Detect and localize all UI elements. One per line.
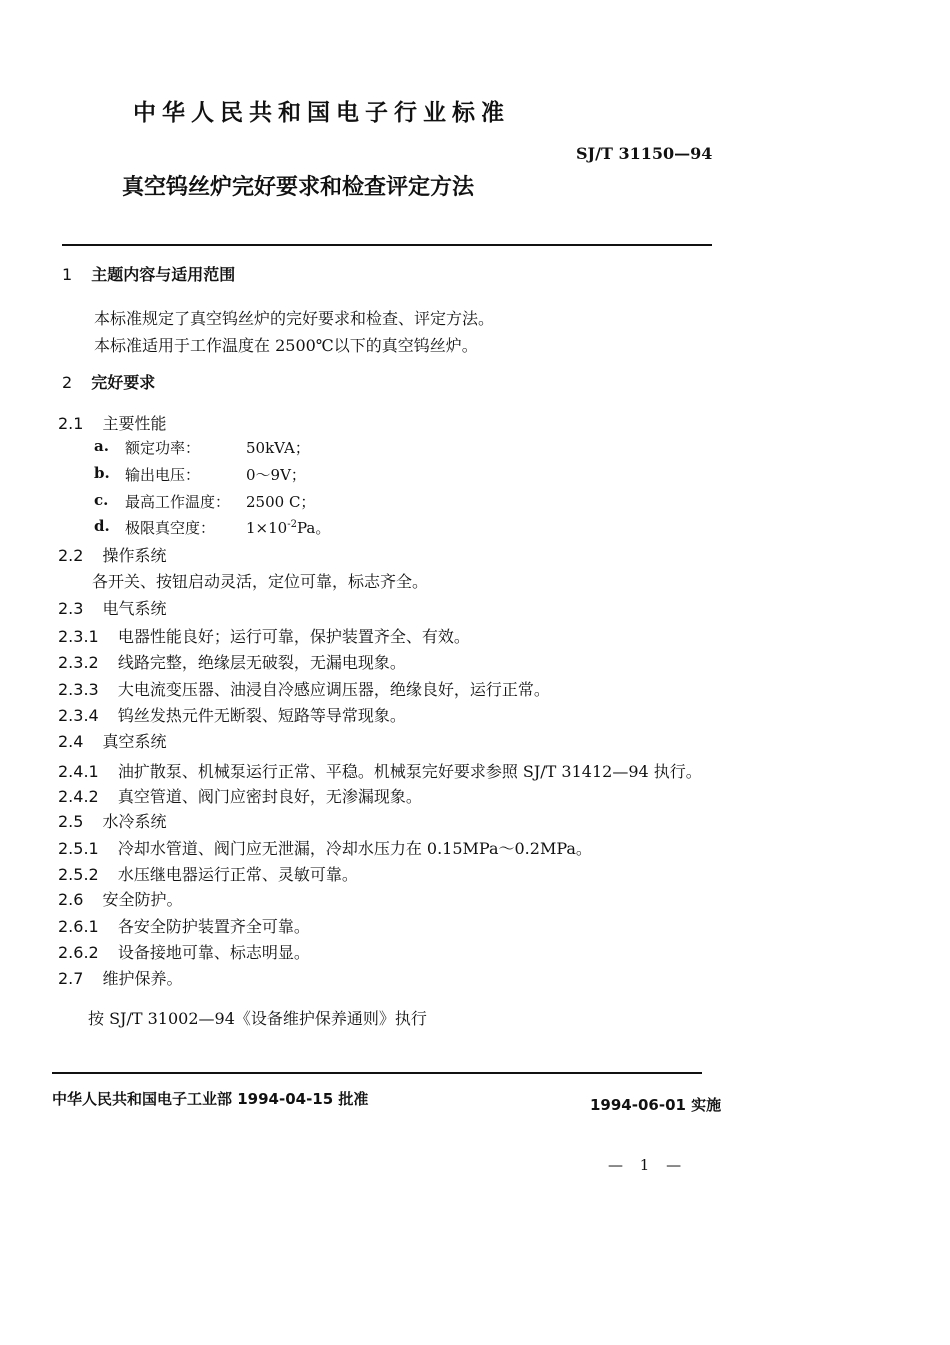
section-1-heading: [62, 262, 235, 285]
clause-2-6-1: [58, 914, 310, 937]
approval-line: 中华人民共和国电子工业部 1994-04-15 批准: [52, 1090, 369, 1108]
footer-rule: [52, 1072, 702, 1074]
clause-text: 钨丝发热元件无断裂、短路等导常现象。: [117, 706, 406, 725]
clause-2-3-4: [58, 703, 406, 726]
item-name: 额定功率：: [125, 439, 201, 457]
clause-2-3-heading: [58, 596, 167, 619]
item-label: b.: [94, 464, 110, 482]
clause-title: 安全防护。: [102, 890, 183, 909]
clause-number: 2.4: [58, 732, 84, 751]
performance-item-a: [94, 437, 494, 459]
item-value: [246, 517, 330, 538]
section-number: 2: [62, 373, 73, 392]
standard-code: SJ/T 31150—94: [576, 144, 713, 163]
implementation-date: 1994-06-01 实施: [590, 1096, 722, 1114]
clause-number: 2.4.1: [58, 762, 99, 781]
clause-2-6-2: [58, 940, 310, 963]
value-unit: Pa。: [296, 519, 331, 537]
clause-title: 主要性能: [102, 414, 167, 433]
clause-number: 2.7: [58, 969, 84, 988]
performance-item-b: [94, 464, 494, 486]
clause-number: 2.4.2: [58, 787, 99, 806]
clause-number: 2.6.2: [58, 943, 99, 962]
clause-number: 2.6.1: [58, 917, 99, 936]
clause-number: 2.5: [58, 812, 84, 831]
clause-2-4-1: [58, 759, 702, 782]
clause-2-5-1: [58, 836, 592, 859]
clause-2-5-heading: [58, 809, 167, 832]
clause-number: 2.3.1: [58, 627, 99, 646]
page-number: — 1 —: [608, 1156, 688, 1174]
clause-number: 2.3.3: [58, 680, 99, 699]
item-name: 输出电压：: [125, 466, 201, 484]
clause-title: 水冷系统: [102, 812, 167, 831]
clause-2-3-2: [58, 650, 406, 673]
clause-2-7-text: 按 SJ/T 31002—94《设备维护保养通则》执行: [88, 1009, 427, 1028]
clause-text: 冷却水管道、阀门应无泄漏，冷却水压力在 0.15MPa～0.2MPa。: [117, 839, 592, 858]
value-exponent: -2: [287, 519, 297, 530]
clause-2-3-1: [58, 624, 470, 647]
clause-2-2-text: 各开关、按钮启动灵活，定位可靠，标志齐全。: [92, 572, 429, 591]
item-name: 最高工作温度：: [125, 493, 231, 511]
clause-2-2-heading: [58, 543, 167, 566]
clause-number: 2.3.2: [58, 653, 99, 672]
clause-number: 2.3: [58, 599, 84, 618]
clause-text: 水压继电器运行正常、灵敏可靠。: [117, 865, 358, 884]
clause-text: 电器性能良好；运行可靠，保护装置齐全、有效。: [117, 627, 470, 646]
item-name: 极限真空度：: [125, 519, 216, 537]
clause-number: 2.3.4: [58, 706, 99, 725]
clause-2-5-2: [58, 862, 358, 885]
clause-text: 线路完整，绝缘层无破裂，无漏电现象。: [117, 653, 406, 672]
clause-number: 2.5.1: [58, 839, 99, 858]
clause-title: 维护保养。: [102, 969, 183, 988]
item-label: c.: [94, 491, 109, 509]
clause-2-6-heading: [58, 887, 183, 910]
clause-number: 2.2: [58, 546, 84, 565]
section-1-paragraph-2: 本标准适用于工作温度在 2500℃以下的真空钨丝炉。: [94, 336, 478, 355]
clause-2-4-2: [58, 784, 422, 807]
clause-text: 各安全防护装置齐全可靠。: [117, 917, 310, 936]
clause-number: 2.5.2: [58, 865, 99, 884]
item-label: d.: [94, 517, 110, 535]
clause-title: 真空系统: [102, 732, 167, 751]
performance-item-c: [94, 491, 494, 513]
header-rule: [62, 244, 712, 246]
clause-2-1-heading: [58, 411, 167, 434]
section-title: 主题内容与适用范围: [91, 265, 236, 284]
clause-number: 2.1: [58, 414, 84, 433]
clause-title: 电气系统: [102, 599, 167, 618]
section-1-paragraph-1: 本标准规定了真空钨丝炉的完好要求和检查、评定方法。: [94, 309, 495, 328]
clause-2-3-3: [58, 677, 550, 700]
clause-title: 操作系统: [102, 546, 167, 565]
section-number: 1: [62, 265, 73, 284]
clause-number: 2.6: [58, 890, 84, 909]
clause-text: 油扩散泵、机械泵运行正常、平稳。机械泵完好要求参照 SJ/T 31412—94 执行。: [117, 762, 702, 781]
performance-item-d: [94, 517, 494, 539]
item-value: 2500 C；: [246, 493, 316, 511]
item-label: a.: [94, 437, 109, 455]
item-value: 0～9V；: [246, 466, 306, 484]
document-title: 真空钨丝炉完好要求和检查评定方法: [122, 175, 475, 200]
clause-text: 设备接地可靠、标志明显。: [117, 943, 310, 962]
value-base: 1×10: [246, 519, 288, 537]
section-2-heading: [62, 370, 155, 393]
clause-text: 大电流变压器、油浸自冷感应调压器，绝缘良好，运行正常。: [117, 680, 550, 699]
item-value: 50kVA；: [246, 439, 310, 457]
org-title: 中华人民共和国电子行业标准: [133, 100, 510, 126]
clause-text: 真空管道、阀门应密封良好，无渗漏现象。: [117, 787, 422, 806]
clause-2-7-heading: [58, 966, 183, 989]
clause-2-4-heading: [58, 729, 167, 752]
section-title: 完好要求: [91, 373, 156, 392]
